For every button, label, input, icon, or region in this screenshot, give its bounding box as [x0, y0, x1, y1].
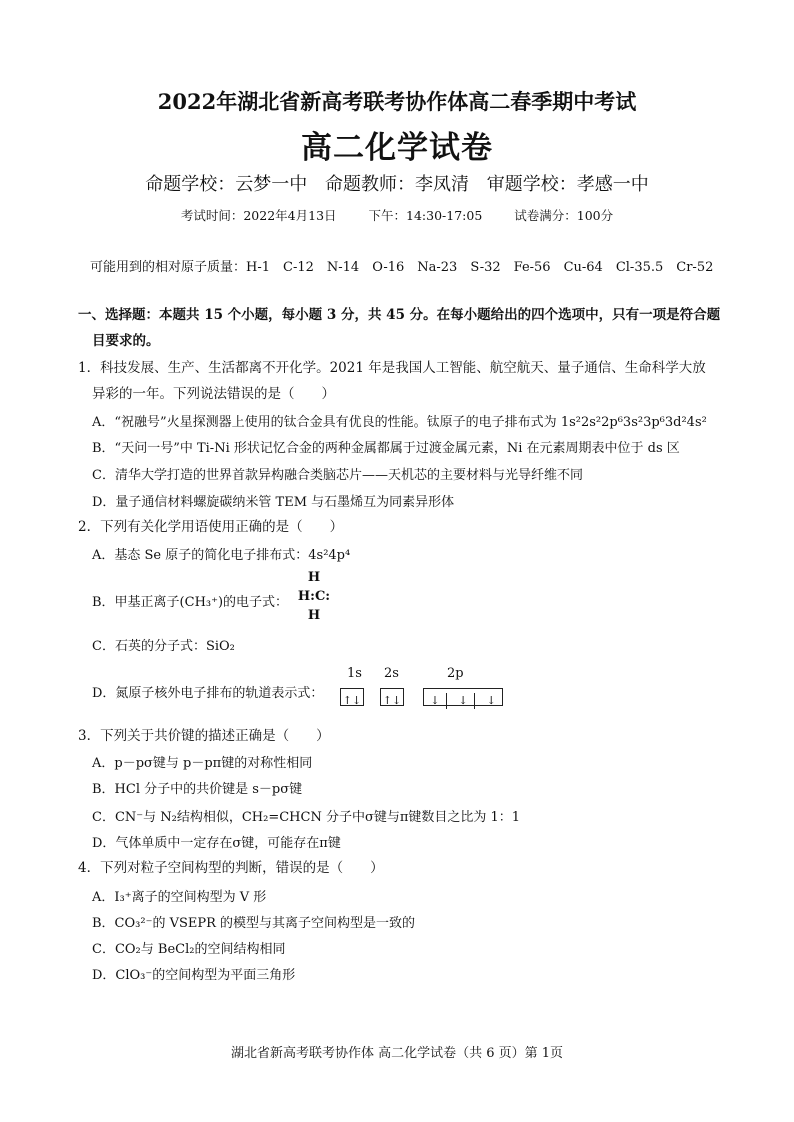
orbital-2s-electrons: ↑↓	[382, 694, 402, 707]
q3-option-d: D．气体单质中一定存在σ键，可能存在π键	[92, 836, 341, 851]
q3-stem: 3．下列关于共价键的描述正确是（ ）	[78, 728, 330, 744]
q3-option-a: A．p－pσ键与 p－pπ键的对称性相同	[92, 756, 313, 771]
q1-stem: 1．科技发展、生产、生活都离不开化学。2021 年是我国人工智能、航空航天、量子通信、生命科学大放	[78, 360, 706, 376]
q1-option-b: B．“天问一号”中 Ti-Ni 形状记忆合金的两种金属都属于过渡金属元素，Ni 在元素周期表中位于 ds 区	[92, 441, 680, 456]
atomic-masses: 可能用到的相对原子质量：H-1 C-12 N-14 O-16 Na-23 S-32 Fe-56 Cu-64 Cl-35.5 Cr-52	[90, 260, 714, 275]
q2-option-a: A．基态 Se 原子的简化电子排布式：4s²4p⁴	[92, 548, 351, 563]
orbital-box-2s	[380, 688, 404, 706]
q4-option-c: C．CO₂与 BeCl₂的空间结构相同	[92, 942, 286, 957]
q3-option-c: C．CN⁻与 N₂结构相似，CH₂=CHCN 分子中σ键与π键数目之比为 1：1	[92, 810, 521, 825]
q2-option-b: B．甲基正离子(CH₃⁺)的电子式：	[92, 595, 289, 610]
q1-option-a: A．“祝融号”火星探测器上使用的钛合金具有优良的性能。钛原子的电子排布式为 1s²2s²2p⁶3s²3p⁶3d²4s²	[92, 415, 707, 430]
proposer-teacher: 命题教师：李凤清	[325, 174, 469, 195]
orbital-1s-electrons: ↑↓	[342, 694, 362, 707]
paper-title: 高二化学试卷	[301, 130, 493, 166]
exam-info-line	[0, 206, 794, 224]
section-heading-cont: 目要求的。	[92, 333, 160, 349]
orbital-box-2p	[423, 688, 503, 706]
q4-stem: 4．下列对粒子空间构型的判断，错误的是（ ）	[78, 860, 384, 876]
section-heading: 一、选择题：本题共 15 个小题，每小题 3 分，共 45 分。在每小题给出的四个选项中，只有一项是符合题	[78, 307, 721, 323]
q1-stem-cont: 异彩的一年。下列说法错误的是（ ）	[92, 386, 335, 402]
orbital-2p-electron: ↓	[452, 693, 475, 709]
lewis-h-c: H:C:	[297, 589, 331, 604]
orbital-label-2p: 2p	[447, 666, 464, 681]
orbital-label-1s: 1s	[347, 666, 362, 681]
lewis-structure	[294, 568, 334, 625]
q4-option-d: D．ClO₃⁻的空间构型为平面三角形	[92, 968, 296, 983]
exam-time: 下午：14:30-17:05	[368, 208, 483, 223]
authors-line	[0, 170, 794, 196]
q4-option-a: A．I₃⁺离子的空间构型为 V 形	[92, 890, 267, 905]
q4-option-b: B．CO₃²⁻的 VSEPR 的模型与其离子空间构型是一致的	[92, 916, 416, 931]
q1-option-c: C．清华大学打造的世界首款异构融合类脑芯片——天机芯的主要材料与光导纤维不同	[92, 468, 583, 483]
q1-option-d: D．量子通信材料螺旋碳纳米管 TEM 与石墨烯互为同素异形体	[92, 495, 455, 510]
orbital-2p-electron: ↓	[486, 694, 496, 707]
exam-date: 考试时间：2022年4月13日	[180, 208, 337, 223]
proposer-school: 命题学校：云梦一中	[145, 174, 308, 195]
reviewer-school: 审题学校：孝感一中	[486, 174, 649, 195]
q2-option-d: D．氮原子核外电子排布的轨道表示式：	[92, 686, 324, 701]
q3-option-b: B．HCl 分子中的共价键是 s－pσ键	[92, 782, 303, 797]
full-score: 试卷满分：100分	[514, 208, 614, 223]
orbital-box-1s	[340, 688, 364, 706]
orbital-2p-electron: ↓	[424, 693, 447, 709]
orbital-label-2s: 2s	[384, 666, 399, 681]
lewis-h-top: H	[307, 570, 321, 585]
q2-option-c: C．石英的分子式：SiO₂	[92, 639, 235, 654]
q2-stem: 2．下列有关化学用语使用正确的是（ ）	[78, 519, 344, 535]
page-footer: 湖北省新高考联考协作体 高二化学试卷（共 6 页）第 1页	[230, 1046, 564, 1061]
lewis-h-bottom: H	[307, 608, 321, 623]
exam-title: 2022年湖北省新高考联考协作体高二春季期中考试	[157, 89, 637, 114]
